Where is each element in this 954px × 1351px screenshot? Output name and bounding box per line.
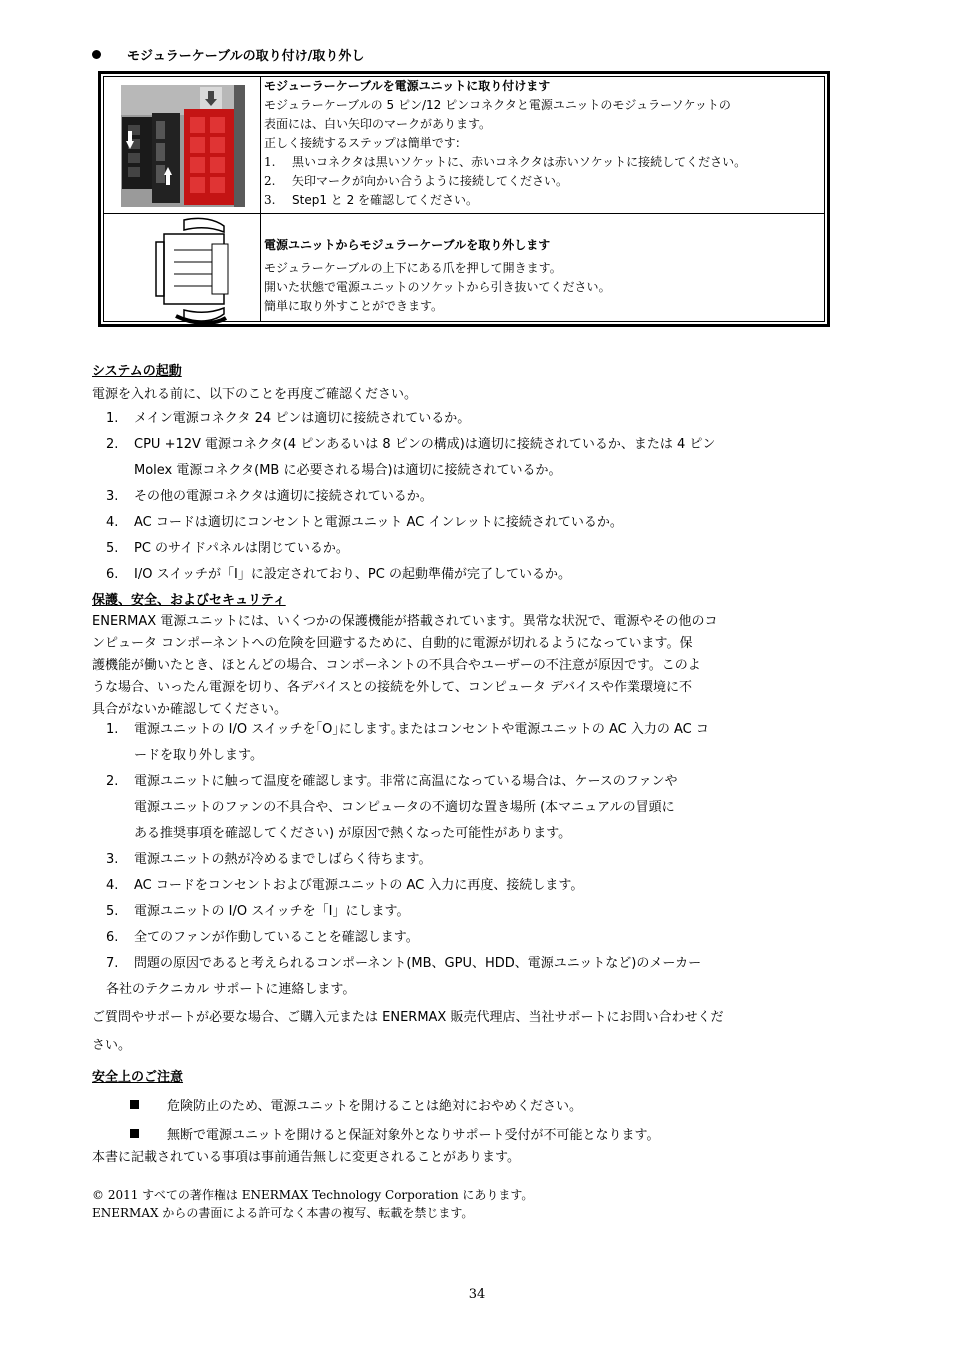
copyright-line: © 2011 すべての著作権は ENERMAX Technology Corporation にあります。 [92, 1188, 534, 1202]
protection-list-item-cont: 電源ユニットのファンの不具合や、コンピュータの不適切な置き場所 (本マニュアルの冒頭に [134, 800, 675, 815]
attach-line: 正しく接続するステップは簡単です: [264, 136, 460, 150]
detach-line: モジュラーケーブルの上下にある爪を押して開きます。 [264, 261, 562, 275]
detach-instructions [264, 214, 824, 321]
table-row-detach [104, 214, 824, 321]
startup-list-item: 5. PC のサイドパネルは閉じているか。 [106, 541, 349, 556]
startup-intro: 電源を入れる前に、以下のことを再度ご確認ください。 [92, 387, 418, 402]
startup-list-item: 6. I/O スイッチが「I」に設定されており、PC の起動準備が完了しているか。 [106, 567, 571, 582]
attach-line: モジュラーケーブルの 5 ピン/12 ピンコネクタと電源ユニットのモジュラーソケットの [264, 98, 731, 112]
protection-list-item: 3. 電源ユニットの熱が冷めるまでしばらく待ちます。 [106, 852, 432, 867]
connector-detach-drawing [104, 214, 260, 326]
square-bullet-icon [130, 1100, 139, 1109]
change-notice: 本書に記載されている事項は事前通告無しに変更されることがあります。 [92, 1150, 520, 1165]
contact-paragraph: ご質問やサポートが必要な場合、ご購入元または ENERMAX 販売代理店、当社サポートにお問い合わせくだ さい。 [92, 1010, 724, 1053]
attach-step: 2. 矢印マークが向かい合うように接続してください。 [264, 174, 569, 188]
safety-bullet: 危険防止のため、電源ユニットを開けることは絶対におやめください。 [130, 1095, 582, 1114]
protection-paragraph: ENERMAX 電源ユニットには、いくつかの保護機能が搭載されています。異常な状況で、電源やその他のコ ンピュータ コンポーネントへの危険を回避するために、自動的に電源が切れるようになっています。保 護機能が働いたとき、ほとんどの場合、コンポーネントの不具合やユーザーの不注意が原因です。このよ うな場合、いったん電源を切り、各デバイスとの接続を外して、コンピュータ デバイスや作業環境に不 具合がないか確認してください。 [92, 614, 718, 717]
protection-list-item: 1. 電源ユニットの I/O スイッチを｢O｣にします｡またはコンセントや電源ユニットの AC 入力の AC コ [106, 722, 709, 737]
detach-title: 電源ユニットからモジュラーケーブルを取り外します [264, 238, 551, 252]
startup-list-item: 2. CPU +12V 電源コネクタ(4 ピンあるいは 8 ピンの構成)は適切に接続されているか、または 4 ピン [106, 437, 716, 452]
protection-list-item-cont: ある推奨事項を確認してください) が原因で熱くなった可能性があります。 [134, 826, 572, 841]
heading-text: モジュラーケーブルの取り付け/取り外し [127, 49, 365, 64]
protection-section-title: 保護、安全、およびセキュリティ [92, 593, 286, 608]
detach-line: 簡単に取り外すことができます。 [264, 299, 444, 313]
safety-section-title: 安全上のご注意 [92, 1070, 184, 1085]
attach-line: 表面には、白い矢印のマークがあります。 [264, 117, 492, 131]
modular-cable-table [98, 71, 830, 327]
startup-list-item: 4. AC コードは適切にコンセントと電源ユニット AC インレットに接続されているか。 [106, 515, 623, 530]
page-number: 34 [468, 1287, 486, 1302]
bullet-icon [92, 50, 101, 59]
safety-bullet: 無断で電源ユニットを開けると保証対象外となりサポート受付が不可能となります。 [130, 1124, 659, 1143]
detach-line: 開いた状態で電源ユニットのソケットから引き抜いてください。 [264, 280, 611, 294]
rights-line: ENERMAX からの書面による許可なく本書の複写、転載を禁じます。 [92, 1206, 474, 1220]
protection-list-item: 6. 全てのファンが作動していることを確認します。 [106, 930, 419, 945]
protection-list-item: 2. 電源ユニットに触って温度を確認します。非常に高温になっている場合は、ケースのファンや [106, 774, 678, 789]
table-row-attach [104, 77, 824, 214]
detach-drawing-cell [104, 214, 261, 321]
attach-photo-cell [104, 77, 261, 213]
startup-section-title: システムの起動 [92, 364, 182, 379]
attach-step: 3. Step1 と 2 を確認してください。 [264, 193, 479, 207]
section-heading-modular-cable [92, 45, 364, 64]
connector-attach-photo [104, 77, 260, 213]
startup-list-item: 1. メイン電源コネクタ 24 ピンは適切に接続されているか。 [106, 411, 471, 426]
square-bullet-icon [130, 1129, 139, 1138]
protection-list-item: 7. 問題の原因であると考えられるコンポーネント(MB、GPU、HDD、電源ユニットなど)のメーカー [106, 956, 702, 971]
attach-title: モジューラーケーブルを電源ユニットに取り付けます [264, 79, 551, 93]
protection-list-item-cont: 各社のテクニカル サポートに連絡します。 [106, 982, 356, 997]
attach-instructions [264, 77, 824, 213]
startup-list-item-cont: Molex 電源コネクタ(MB に必要される場合)は適切に接続されているか。 [134, 463, 562, 478]
attach-step: 1. 黒いコネクタは黒いソケットに、赤いコネクタは赤いソケットに接続してください。 [264, 155, 747, 169]
startup-list-item: 3. その他の電源コネクタは適切に接続されているか。 [106, 489, 433, 504]
protection-list-item: 4. AC コードをコンセントおよび電源ユニットの AC 入力に再度、接続します。 [106, 878, 584, 893]
protection-list-item-cont: ードを取り外します。 [134, 748, 263, 763]
protection-list-item: 5. 電源ユニットの I/O スイッチを「I」にします。 [106, 904, 410, 919]
